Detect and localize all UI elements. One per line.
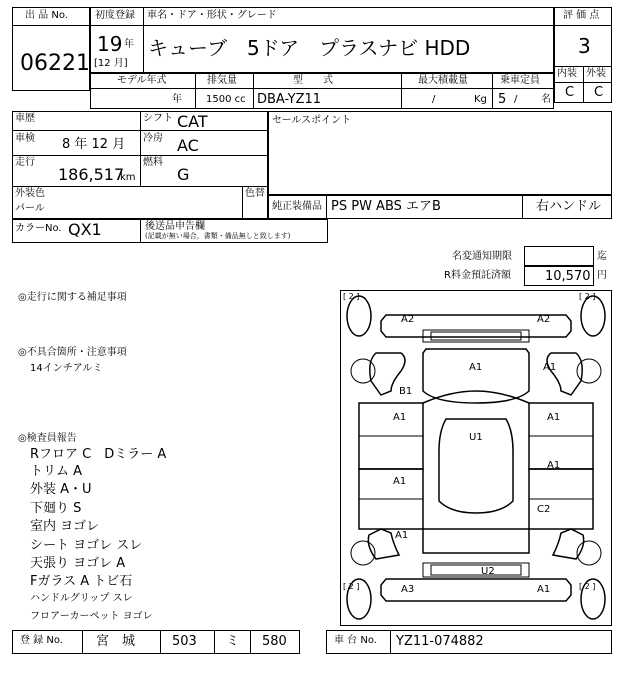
car-name-label: 車名・ドア・形状・グレード — [147, 10, 277, 21]
first-registration-label: 初度登録 — [95, 10, 135, 21]
shift-value: CAT — [177, 112, 208, 131]
defects-title: ◎不具合箇所・注意事項 — [18, 347, 127, 358]
name-change-unit: 迄 — [597, 251, 607, 262]
document-note: (記載が無い場合，書類・備品無しと致します) — [145, 232, 291, 240]
ac-label: 冷房 — [143, 133, 163, 144]
damage-mark: A3 — [401, 584, 415, 595]
displacement-label: 排気量 — [207, 75, 237, 86]
interior-grade: C — [565, 85, 575, 100]
shift-label: シフト — [143, 113, 173, 124]
recycle-fee-unit: 円 — [597, 270, 607, 281]
inspection-value: 8 年 12 月 — [62, 137, 126, 152]
registration-kana: ミ — [226, 634, 240, 649]
mileage-value: 186,517 — [58, 165, 125, 184]
interior-grade-label: 内装 — [557, 68, 577, 79]
damage-mark: A1 — [469, 362, 483, 373]
score-value: 3 — [578, 34, 591, 58]
history-label: 車歴 — [15, 113, 35, 124]
selling-points-label: セールスポイント — [272, 115, 352, 126]
model-year-label: モデル年式 — [117, 75, 167, 86]
recycle-fee-value: 10,570 — [545, 269, 591, 284]
damage-mark: U1 — [469, 432, 483, 443]
damage-mark: A1 — [395, 530, 409, 541]
max-load-label: 最大積載量 — [418, 75, 468, 86]
mileage-unit: km — [120, 172, 136, 183]
corner-label: [ 2 ] — [579, 292, 596, 301]
car-name: キューブ 5ドア プラスナビ HDD — [148, 36, 471, 60]
corner-label: [ 2 ] — [343, 292, 360, 301]
damage-mark: A1 — [393, 476, 407, 487]
steering-value: 右ハンドル — [536, 199, 602, 214]
fuel-label: 燃料 — [143, 157, 163, 168]
ac-value: AC — [177, 136, 199, 155]
inspector-item: フロアーカーペット ヨゴレ — [30, 611, 153, 622]
inspector-item: ハンドルグリップ スレ — [30, 593, 133, 604]
inspector-title: ◎検査員報告 — [18, 433, 77, 444]
mileage-label: 走行 — [15, 157, 35, 168]
damage-mark: A2 — [537, 314, 551, 325]
color-number-value: QX1 — [68, 220, 102, 239]
capacity-label: 乗車定員 — [500, 75, 540, 86]
registration-label: 登 録 No. — [20, 635, 63, 646]
document-label: 後送品申告欄 — [145, 221, 205, 232]
model-year-value: 年 — [172, 94, 182, 105]
lot-number-label: 出 品 No. — [25, 10, 68, 21]
first-registration-month: [12 月] — [94, 58, 128, 69]
damage-mark: A1 — [537, 584, 551, 595]
exterior-color-value: パール — [15, 203, 45, 214]
score-label: 評 価 点 — [563, 10, 600, 21]
capacity-unit: 名 — [541, 94, 551, 105]
corner-label: [ 2 ] — [343, 582, 360, 591]
chassis-label: 車 台 No. — [334, 635, 377, 646]
equipment-label: 純正装備品 — [272, 201, 322, 212]
equipment-value: PS PW ABS エアB — [331, 199, 441, 214]
exterior-grade: C — [594, 85, 604, 100]
damage-mark: A1 — [547, 412, 561, 423]
registration-area: 宮 城 — [96, 634, 136, 649]
year-unit: 年 — [124, 39, 134, 50]
model-type-value: DBA-YZ11 — [257, 92, 322, 107]
registration-number: 580 — [262, 634, 287, 649]
first-registration-year: 19 — [97, 32, 123, 56]
driving-remarks-title: ◎走行に関する補足事項 — [18, 292, 127, 303]
damage-mark: A1 — [393, 412, 407, 423]
damage-diagram — [340, 290, 612, 626]
inspector-item: 下廻り S — [30, 501, 82, 516]
color-change-label: 色替 — [245, 188, 265, 199]
inspector-item: 外装 A・U — [30, 482, 92, 497]
defect-item: 14インチアルミ — [30, 363, 103, 374]
inspector-item: 室内 ヨゴレ — [30, 519, 100, 534]
displacement-value: 1500 cc — [206, 94, 246, 105]
name-change-value-box — [524, 246, 594, 266]
corner-label: [ 2 ] — [579, 582, 596, 591]
chassis-number: YZ11-074882 — [396, 634, 484, 649]
recycle-fee-label: R料金預託済額 — [444, 270, 511, 281]
damage-mark: C2 — [537, 504, 551, 515]
model-type-label: 型 式 — [293, 75, 333, 86]
capacity-value: 5 — [498, 92, 507, 107]
damage-mark: U2 — [481, 566, 495, 577]
inspector-item: トリム A — [30, 464, 83, 479]
name-change-label: 名変通知期限 — [452, 251, 512, 262]
color-number-label: カラーNo. — [15, 223, 62, 234]
damage-mark: A1 — [547, 460, 561, 471]
exterior-color-label: 外装色 — [15, 188, 45, 199]
load-slash: / — [432, 94, 436, 105]
inspector-item: 天張り ヨゴレ A — [30, 556, 126, 571]
damage-mark: B1 — [399, 386, 413, 397]
inspector-item: シート ヨゴレ スレ — [30, 538, 143, 553]
fuel-value: G — [177, 165, 190, 184]
capacity-slash: / — [514, 94, 518, 105]
damage-mark: A2 — [401, 314, 415, 325]
exterior-grade-label: 外装 — [586, 68, 606, 79]
inspector-item: Rフロア C Dミラー A — [30, 447, 167, 462]
inspection-label: 車検 — [15, 133, 35, 144]
lot-number: 06221 — [20, 51, 90, 76]
inspector-item: Fガラス A トビ石 — [30, 574, 133, 589]
registration-class: 503 — [172, 634, 197, 649]
damage-mark: A1 — [543, 362, 557, 373]
load-unit: Kg — [474, 94, 487, 105]
